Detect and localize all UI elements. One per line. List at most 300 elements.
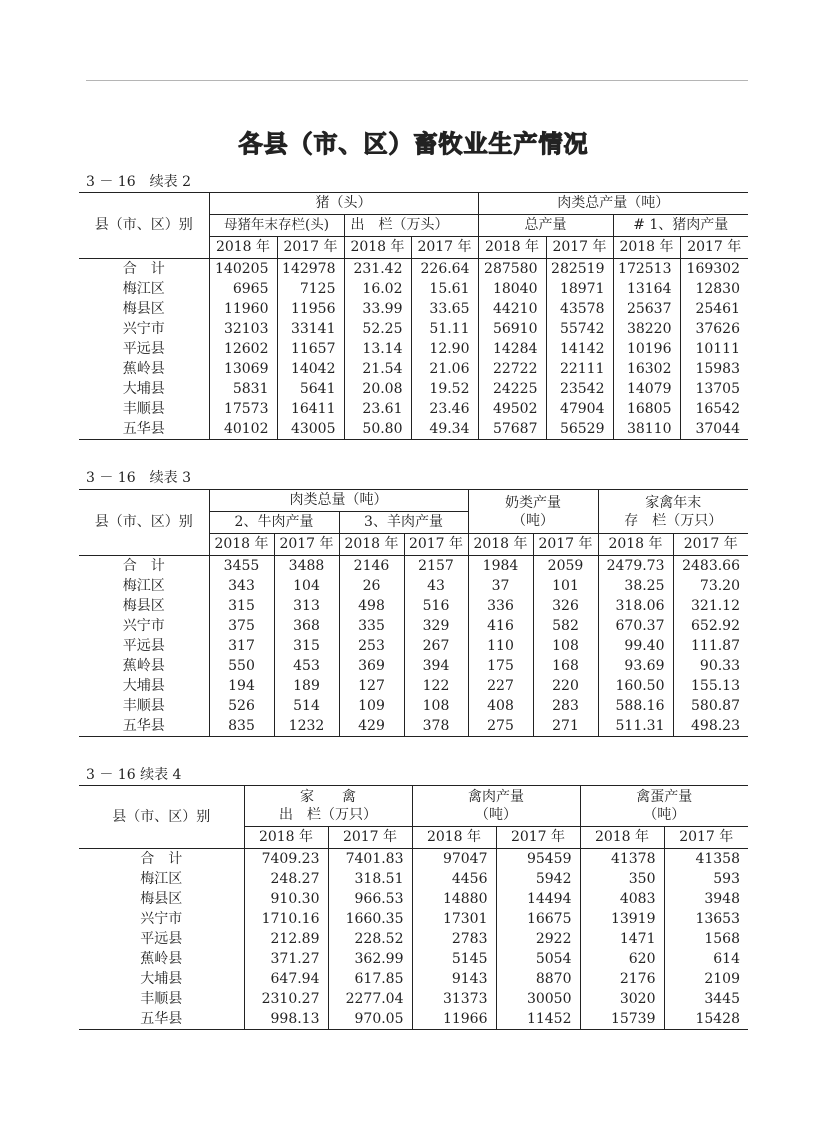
table-row [79,259,748,280]
data-cell: 7401.83 [328,849,412,870]
data-cell: 3455 [209,556,274,577]
region-name: 合 计 [122,260,165,277]
data-cell: 4083 [580,889,664,909]
region-header: 县（市、区）别 [79,193,209,259]
data-cell: 160.50 [598,676,673,696]
table-row [79,889,748,909]
data-cell: 122 [404,676,468,696]
data-cell: 18040 [478,279,546,299]
year-header: 2018 年 [613,237,680,259]
data-cell: 511.31 [598,716,673,737]
data-cell: 2109 [664,969,748,989]
data-cell: 12602 [209,339,277,359]
year-header: 2017 年 [546,237,613,259]
group-header-poultry-meat [412,786,580,827]
table4 [79,785,748,1030]
data-cell: 12.90 [411,339,478,359]
table-row [79,989,748,1009]
data-cell: 14284 [478,339,546,359]
year-header: 2017 年 [328,827,412,849]
eggs-header-line1: 禽蛋产量 [636,789,693,805]
data-cell: 362.99 [328,949,412,969]
data-cell: 8870 [496,969,580,989]
data-cell: 617.85 [328,969,412,989]
table2-caption: 3 － 16 续表 2 [86,174,191,190]
data-cell: 44210 [478,299,546,319]
sub-header-pig-slaughter: 出 栏（万头） [344,215,478,237]
data-cell: 3488 [274,556,339,577]
data-cell: 582 [533,616,598,636]
data-cell: 998.13 [244,1009,328,1030]
data-cell: 32103 [209,319,277,339]
data-cell: 25461 [680,299,748,319]
data-cell: 142978 [277,259,344,280]
data-cell: 189 [274,676,339,696]
table-row [79,319,748,339]
data-cell: 41358 [664,849,748,870]
data-cell: 11960 [209,299,277,319]
year-header: 2018 年 [580,827,664,849]
region-header: 县（市、区）别 [79,490,209,556]
data-cell: 47904 [546,399,613,419]
data-cell: 16675 [496,909,580,929]
data-cell: 283 [533,696,598,716]
data-cell: 90.33 [673,656,748,676]
data-cell: 23.61 [344,399,411,419]
region-name: 合 计 [140,850,183,867]
table-row [79,636,748,656]
data-cell: 910.30 [244,889,328,909]
data-cell: 172513 [613,259,680,280]
region-name: 梅江区 [122,577,165,594]
data-cell: 315 [274,636,339,656]
data-cell: 516 [404,596,468,616]
year-header: 2018 年 [412,827,496,849]
data-cell: 13069 [209,359,277,379]
poultry-meat-header-line1: 禽肉产量 [468,789,524,805]
table-row [79,379,748,399]
data-cell: 33141 [277,319,344,339]
data-cell: 168 [533,656,598,676]
data-cell: 13705 [680,379,748,399]
table-row [79,969,748,989]
table-row [79,339,748,359]
data-cell: 614 [664,949,748,969]
group-header-milk [468,490,598,534]
data-cell: 111.87 [673,636,748,656]
data-cell: 14042 [277,359,344,379]
data-cell: 253 [339,636,404,656]
data-cell: 37626 [680,319,748,339]
year-header: 2017 年 [496,827,580,849]
data-cell: 3948 [664,889,748,909]
data-cell: 73.20 [673,576,748,596]
data-cell: 2157 [404,556,468,577]
data-cell: 18971 [546,279,613,299]
data-cell: 37 [468,576,533,596]
data-cell: 16411 [277,399,344,419]
data-cell: 99.40 [598,636,673,656]
data-cell: 5831 [209,379,277,399]
data-cell: 14142 [546,339,613,359]
data-cell: 40102 [209,419,277,440]
data-cell: 329 [404,616,468,636]
data-cell: 38110 [613,419,680,440]
region-name: 兴宁市 [122,617,165,634]
data-cell: 970.05 [328,1009,412,1030]
data-cell: 109 [339,696,404,716]
data-cell: 4456 [412,869,496,889]
data-cell: 17301 [412,909,496,929]
data-cell: 140205 [209,259,277,280]
data-cell: 231.42 [344,259,411,280]
table-row [79,869,748,889]
data-cell: 416 [468,616,533,636]
data-cell: 408 [468,696,533,716]
year-header: 2018 年 [244,827,328,849]
region-name: 蕉岭县 [122,657,165,674]
data-cell: 429 [339,716,404,737]
region-name: 丰顺县 [122,400,165,417]
data-cell: 26 [339,576,404,596]
region-name: 丰顺县 [122,697,165,714]
data-cell: 56910 [478,319,546,339]
data-cell: 14880 [412,889,496,909]
data-cell: 1471 [580,929,664,949]
data-cell: 55742 [546,319,613,339]
table-row [79,676,748,696]
data-cell: 11657 [277,339,344,359]
region-name: 平远县 [122,340,165,357]
data-cell: 31373 [412,989,496,1009]
poultry-slaughter-header-line1: 家 禽 [300,789,356,805]
data-cell: 5145 [412,949,496,969]
data-cell: 326 [533,596,598,616]
region-name: 兴宁市 [140,910,183,927]
data-cell: 9143 [412,969,496,989]
table-row [79,279,748,299]
data-cell: 30050 [496,989,580,1009]
data-cell: 15983 [680,359,748,379]
group-header-poultry-slaughter [244,786,412,827]
data-cell: 1660.35 [328,909,412,929]
sub-header-sow-stock: 母猪年末存栏(头) [209,215,344,237]
data-cell: 43005 [277,419,344,440]
data-cell: 335 [339,616,404,636]
year-header: 2018 年 [339,534,404,556]
data-cell: 2479.73 [598,556,673,577]
year-header: 2017 年 [411,237,478,259]
data-cell: 43578 [546,299,613,319]
data-cell: 21.06 [411,359,478,379]
data-cell: 13164 [613,279,680,299]
data-cell: 336 [468,596,533,616]
table-row [79,909,748,929]
data-cell: 453 [274,656,339,676]
data-cell: 212.89 [244,929,328,949]
data-cell: 38220 [613,319,680,339]
data-cell: 20.08 [344,379,411,399]
data-cell: 220 [533,676,598,696]
milk-header-line1: 奶类产量 [505,494,561,511]
data-cell: 14494 [496,889,580,909]
data-cell: 287580 [478,259,546,280]
data-cell: 33.99 [344,299,411,319]
region-name: 蕉岭县 [122,360,165,377]
milk-header-line2: （吨） [512,512,554,529]
group-header-eggs [580,786,748,827]
year-header: 2018 年 [344,237,411,259]
data-cell: 49.34 [411,419,478,440]
data-cell: 2783 [412,929,496,949]
data-cell: 11452 [496,1009,580,1030]
data-cell: 375 [209,616,274,636]
data-cell: 550 [209,656,274,676]
region-name: 蕉岭县 [140,950,183,967]
region-name: 合 计 [122,557,165,574]
group-header-meat-total: 肉类总量（吨） [209,490,468,512]
data-cell: 275 [468,716,533,737]
data-cell: 498.23 [673,716,748,737]
data-cell: 41378 [580,849,664,870]
data-cell: 5942 [496,869,580,889]
region-name: 梅江区 [140,870,183,887]
year-header: 2017 年 [404,534,468,556]
table-row [79,656,748,676]
data-cell: 6965 [209,279,277,299]
data-cell: 15.61 [411,279,478,299]
data-cell: 267 [404,636,468,656]
data-cell: 13.14 [344,339,411,359]
data-cell: 620 [580,949,664,969]
data-cell: 43 [404,576,468,596]
data-cell: 16.02 [344,279,411,299]
data-cell: 13919 [580,909,664,929]
table-row [79,849,748,870]
data-cell: 16542 [680,399,748,419]
data-cell: 50.80 [344,419,411,440]
region-name: 梅县区 [122,300,165,317]
data-cell: 25637 [613,299,680,319]
region-name: 五华县 [122,420,165,437]
data-cell: 1232 [274,716,339,737]
data-cell: 835 [209,716,274,737]
page-title: 各县（市、区）畜牧业生产情况 [238,129,589,158]
group-header-meat-total: 肉类总产量（吨） [478,193,748,215]
data-cell: 7125 [277,279,344,299]
data-cell: 10196 [613,339,680,359]
table-row [79,596,748,616]
region-name: 丰顺县 [140,990,183,1007]
data-cell: 23.46 [411,399,478,419]
table2 [79,192,748,440]
region-name: 大埔县 [122,380,165,397]
data-cell: 2483.66 [673,556,748,577]
table-row [79,716,748,737]
data-cell: 169302 [680,259,748,280]
data-cell: 3020 [580,989,664,1009]
data-cell: 97047 [412,849,496,870]
data-cell: 21.54 [344,359,411,379]
year-header: 2017 年 [533,534,598,556]
data-cell: 7409.23 [244,849,328,870]
region-name: 五华县 [140,1010,183,1027]
data-cell: 313 [274,596,339,616]
year-header: 2017 年 [664,827,748,849]
region-name: 五华县 [122,717,165,734]
data-cell: 56529 [546,419,613,440]
data-cell: 248.27 [244,869,328,889]
region-name: 平远县 [140,930,183,947]
data-cell: 51.11 [411,319,478,339]
data-cell: 17573 [209,399,277,419]
year-header: 2018 年 [598,534,673,556]
data-cell: 282519 [546,259,613,280]
data-cell: 16302 [613,359,680,379]
data-cell: 227 [468,676,533,696]
sub-header-mutton: 3、羊肉产量 [339,512,468,534]
data-cell: 369 [339,656,404,676]
data-cell: 378 [404,716,468,737]
region-name: 大埔县 [122,677,165,694]
data-cell: 647.94 [244,969,328,989]
data-cell: 127 [339,676,404,696]
data-cell: 394 [404,656,468,676]
data-cell: 321.12 [673,596,748,616]
data-cell: 371.27 [244,949,328,969]
data-cell: 226.64 [411,259,478,280]
data-cell: 16805 [613,399,680,419]
data-cell: 1568 [664,929,748,949]
data-cell: 93.69 [598,656,673,676]
sub-header-pork-output: # 1、猪肉产量 [613,215,748,237]
region-name: 梅县区 [140,890,183,907]
sub-header-total-output: 总产量 [478,215,613,237]
table-row [79,616,748,636]
table-row [79,556,748,577]
data-cell: 108 [533,636,598,656]
data-cell: 350 [580,869,664,889]
data-cell: 514 [274,696,339,716]
data-cell: 22111 [546,359,613,379]
eggs-header-line2: （吨） [643,807,686,823]
data-cell: 11956 [277,299,344,319]
data-cell: 5054 [496,949,580,969]
table-row [79,696,748,716]
data-cell: 580.87 [673,696,748,716]
data-cell: 155.13 [673,676,748,696]
poultry-stock-header-line2: 存 栏（万只） [624,512,723,529]
data-cell: 670.37 [598,616,673,636]
data-cell: 15739 [580,1009,664,1030]
year-header: 2018 年 [468,534,533,556]
data-cell: 2176 [580,969,664,989]
table3 [79,489,748,737]
data-cell: 194 [209,676,274,696]
data-cell: 101 [533,576,598,596]
data-cell: 498 [339,596,404,616]
poultry-stock-header-line1: 家禽年末 [645,494,702,511]
data-cell: 11966 [412,1009,496,1030]
data-cell: 3445 [664,989,748,1009]
poultry-meat-header-line2: （吨） [475,807,517,823]
data-cell: 966.53 [328,889,412,909]
data-cell: 49502 [478,399,546,419]
table-row [79,949,748,969]
year-header: 2017 年 [274,534,339,556]
data-cell: 95459 [496,849,580,870]
data-cell: 2146 [339,556,404,577]
poultry-slaughter-header-line2: 出 栏（万只） [279,807,377,823]
data-cell: 23542 [546,379,613,399]
table-row [79,929,748,949]
region-name: 兴宁市 [122,320,165,337]
group-header-poultry-stock [598,490,748,534]
data-cell: 652.92 [673,616,748,636]
year-header: 2018 年 [478,237,546,259]
data-cell: 108 [404,696,468,716]
data-cell: 318.51 [328,869,412,889]
table-row [79,419,748,440]
data-cell: 110 [468,636,533,656]
table3-caption: 3 － 16 续表 3 [86,470,191,486]
data-cell: 271 [533,716,598,737]
region-name: 大埔县 [140,970,183,987]
data-cell: 2922 [496,929,580,949]
data-cell: 38.25 [598,576,673,596]
data-cell: 52.25 [344,319,411,339]
data-cell: 37044 [680,419,748,440]
data-cell: 10111 [680,339,748,359]
data-cell: 228.52 [328,929,412,949]
year-header: 2017 年 [673,534,748,556]
data-cell: 318.06 [598,596,673,616]
data-cell: 588.16 [598,696,673,716]
sub-header-beef: 2、牛肉产量 [209,512,339,534]
table-row [79,299,748,319]
year-header: 2017 年 [277,237,344,259]
table-row [79,399,748,419]
data-cell: 1710.16 [244,909,328,929]
data-cell: 593 [664,869,748,889]
table4-caption: 3 － 16 续表 4 [86,767,182,783]
data-cell: 315 [209,596,274,616]
data-cell: 19.52 [411,379,478,399]
data-cell: 526 [209,696,274,716]
data-cell: 175 [468,656,533,676]
region-name: 梅江区 [122,280,165,297]
data-cell: 343 [209,576,274,596]
data-cell: 22722 [478,359,546,379]
data-cell: 104 [274,576,339,596]
region-name: 平远县 [122,637,165,654]
data-cell: 14079 [613,379,680,399]
table-row [79,359,748,379]
top-rule [86,80,748,81]
group-header-pigs: 猪（头） [209,193,478,215]
data-cell: 57687 [478,419,546,440]
data-cell: 2277.04 [328,989,412,1009]
table-row [79,1009,748,1030]
data-cell: 33.65 [411,299,478,319]
data-cell: 12830 [680,279,748,299]
data-cell: 5641 [277,379,344,399]
region-name: 梅县区 [122,597,165,614]
data-cell: 1984 [468,556,533,577]
year-header: 2018 年 [209,534,274,556]
year-header: 2018 年 [209,237,277,259]
data-cell: 13653 [664,909,748,929]
